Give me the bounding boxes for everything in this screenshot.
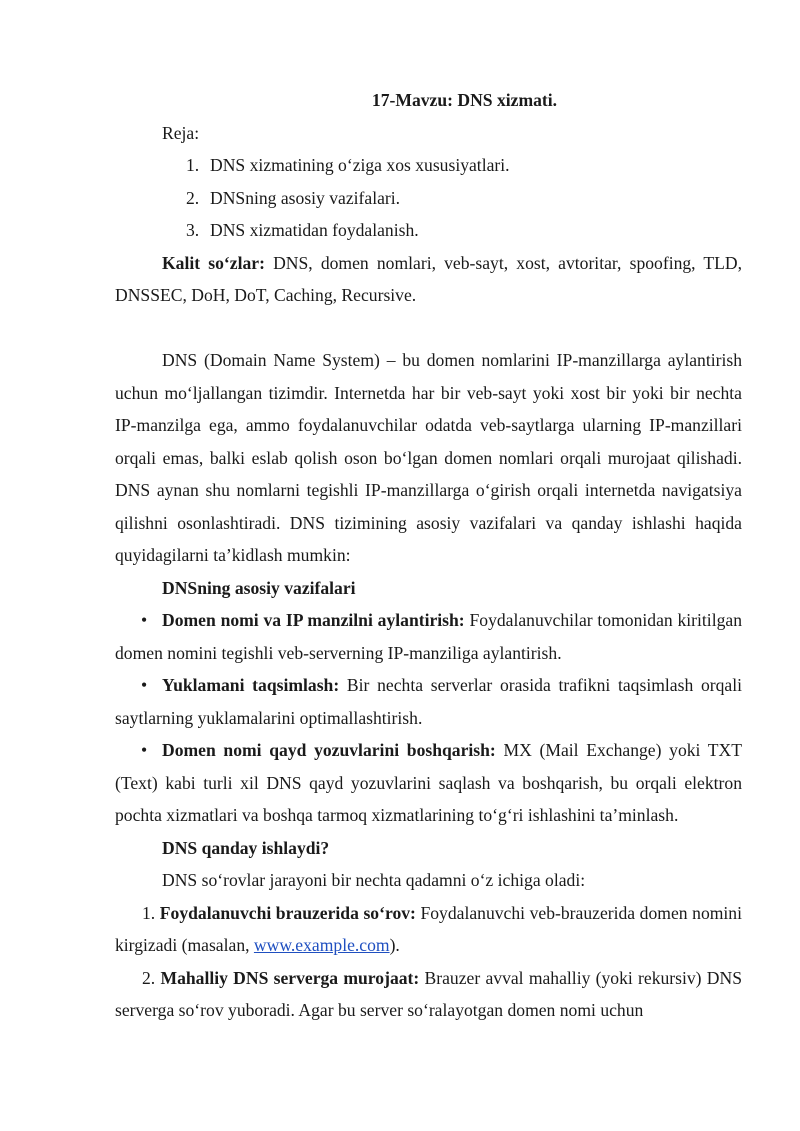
document-body [115,84,742,1027]
bullet-item-text: Bir nechta serverlar orasida trafikni taqsimlash orqali saytlarning yuklamalarini optimallashtirish. [115,675,742,728]
step-number: 1. [142,902,156,923]
keywords-text: DNS, domen nomlari, veb-sayt, xost, avtoritar, spoofing, TLD, DNSSEC, DoH, DoT, Caching, Recursive. [115,252,742,305]
bullet-item-text: MX (Mail Exchange) yoki TXT (Text) kabi turli xil DNS qayd yozuvlarini saqlash va boshqarish, bu orqali elektron pochta xizmatlari va boshqa tarmoq xizmatlarining to‘g‘ri ishlashini ta’minlash. [115,740,742,825]
step-text-end: ). [389,935,400,955]
how-intro: DNS so‘rovlar jarayoni bir nechta qadamni o‘z ichiga oladi: [162,870,586,890]
plan-item [115,182,742,215]
step-title: Mahalliy DNS serverga murojaat: [160,967,420,988]
bullet-item-title: Yuklamani taqsimlash: [162,675,340,695]
step-title: Foydalanuvchi brauzerida so‘rov: [159,902,416,923]
functions-heading: DNSning asosiy vazifalari [162,577,356,598]
plan-item-number: 2. [186,187,200,208]
intro-paragraph: DNS (Domain Name System) – bu domen nomlarini IP-manzillarga aylantirish uchun mo‘ljallangan tizimdir. Internetda har bir veb-sayt yoki xost bir yoki bir nechta IP-manzilga ega, ammo foydalanuvchilar odatda veb-saytlarga ularning IP-manzillari orqali emas, balki eslab qolish oson bo‘lgan domen nomlari orqali murojaat qilishadi. DNS aynan shu nomlarni tegishli IP-manzillarga o‘girish orqali internetda navigatsiya qilishni osonlashtiradi. DNS tizimining asosiy vazifalari va qanday ishlashi haqida quyidagilarni ta’kidlash mumkin: [115,350,742,565]
bullet-item-text: Foydalanuvchilar tomonidan kiritilgan domen nomini tegishli veb-serverning IP-manziliga aylantirish. [115,610,742,663]
bullet-item [115,734,742,832]
keywords-label: Kalit so‘zlar: [162,252,265,273]
bullet-dot: • [141,675,148,695]
step-text: Foydalanuvchi veb-brauzerida domen nomini kirgizadi (masalan, [115,902,742,955]
plan-item-text: DNS xizmatining o‘ziga xos xususiyatlari. [210,155,510,175]
step-number: 2. [142,967,156,988]
plan-label: Reja: [162,122,200,143]
bullet-item [115,669,742,734]
bullet-item-title: Domen nomi qayd yozuvlarini boshqarish: [162,740,496,760]
keywords-paragraph [115,247,742,312]
step-item [115,897,742,962]
plan-item [115,214,742,247]
bullet-dot: • [141,740,148,760]
step-item [115,962,742,1027]
example-link[interactable]: www.example.com [253,935,390,955]
plan-item-number: 1. [186,155,200,175]
document-title: 17-Mavzu: DNS xizmati. [371,90,558,110]
plan-item-number: 3. [186,220,200,240]
bullet-item-title: Domen nomi va IP manzilni aylantirish: [162,610,465,630]
plan-item [115,149,742,182]
plan-item-text: DNS xizmatidan foydalanish. [210,220,419,240]
step-text: Brauzer avval mahalliy (yoki rekursiv) DNS serverga so‘rov yuboradi. Agar bu server so‘ralayotgan domen nomi uchun [115,967,742,1020]
bullet-item [115,604,742,669]
plan-item-text: DNSning asosiy vazifalari. [210,187,401,208]
blank-line [115,312,742,345]
how-heading: DNS qanday ishlaydi? [162,837,330,858]
bullet-dot: • [141,610,148,630]
